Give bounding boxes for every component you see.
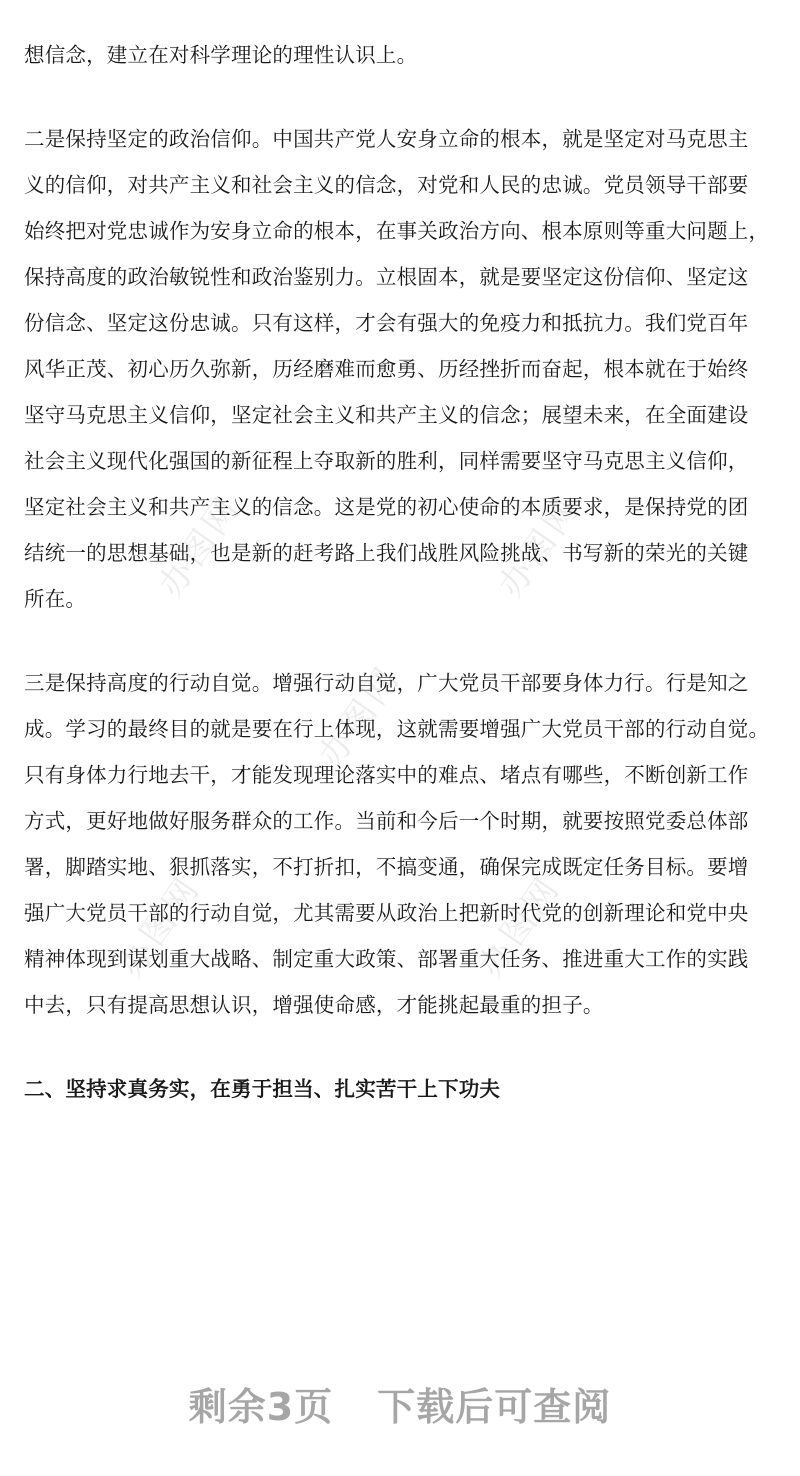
paragraph-line: 强广大党员干部的行动自觉，尤其需要从政治上把新时代党的创新理论和党中央 [24,901,749,925]
watermark: 办图网 [110,868,209,985]
section-heading: 二、坚持求真务实，在勇于担当、扎实苦干上下功夫 [24,1077,501,1101]
paragraph-line: 想信念，建立在对科学理论的理性认识上。 [24,43,418,67]
paragraph-line: 二是保持坚定的政治信仰。中国共产党人安身立命的根本，就是坚定对马克思主 [24,127,749,151]
watermark: 办图网 [490,488,589,605]
paragraph-line: 义的信仰，对共产主义和社会主义的信念，对党和人民的忠诚。党员领导干部要 [24,173,749,197]
watermark: 办图网 [150,488,249,605]
paragraph-line: 坚守马克思主义信仰，坚定社会主义和共产主义的信念；展望未来，在全面建设 [24,403,749,427]
paragraph-line: 三是保持高度的行动自觉。增强行动自觉，广大党员干部要身体力行。行是知之 [24,671,749,695]
paragraph-line: 社会主义现代化强国的新征程上夺取新的胜利，同样需要坚守马克思主义信仰， [24,449,749,473]
paragraph-line: 坚定社会主义和共产主义的信念。这是党的初心使命的本质要求，是保持党的团 [24,495,749,519]
paragraph-line: 份信念、坚定这份忠诚。只有这样，才会有强大的免疫力和抵抗力。我们党百年 [24,311,749,335]
paragraph-line: 结统一的思想基础，也是新的赶考路上我们战胜风险挑战、书写新的荣光的关键 [24,541,749,565]
paragraph-line: 只有身体力行地去干，才能发现理论落实中的难点、堵点有哪些，不断创新工作 [24,763,749,787]
watermark: 办图网 [310,658,409,775]
paragraph-line: 风华正茂、初心历久弥新，历经磨难而愈勇、历经挫折而奋起，根本就在于始终 [24,357,749,381]
paragraph-line: 中去，只有提高思想认识，增强使命感，才能挑起最重的担子。 [24,993,604,1017]
paragraph-line: 署，脚踏实地、狠抓落实，不打折扣，不搞变通，确保完成既定任务目标。要增 [24,855,749,879]
download-to-view-label: 下载后可查阅 [377,1385,612,1429]
paragraph-line: 所在。 [24,587,87,611]
paragraph-line: 成。学习的最终目的就是要在行上体现，这就需要增强广大党员干部的行动自觉。 [24,717,770,741]
paragraph-line: 方式，更好地做好服务群众的工作。当前和今后一个时期，就要按照党委总体部 [24,809,749,833]
download-prompt[interactable] [0,1376,800,1431]
remaining-pages-label: 剩余3页 [188,1385,334,1429]
paragraph-line: 始终把对党忠诚作为安身立命的根本，在事关政治方向、根本原则等重大问题上， [24,219,770,243]
watermark: 办图网 [470,868,569,985]
paragraph-line: 精神体现到谋划重大战略、制定重大政策、部署重大任务、推进重大工作的实践 [24,947,749,971]
paragraph-line: 保持高度的政治敏锐性和政治鉴别力。立根固本，就是要坚定这份信仰、坚定这 [24,265,749,289]
